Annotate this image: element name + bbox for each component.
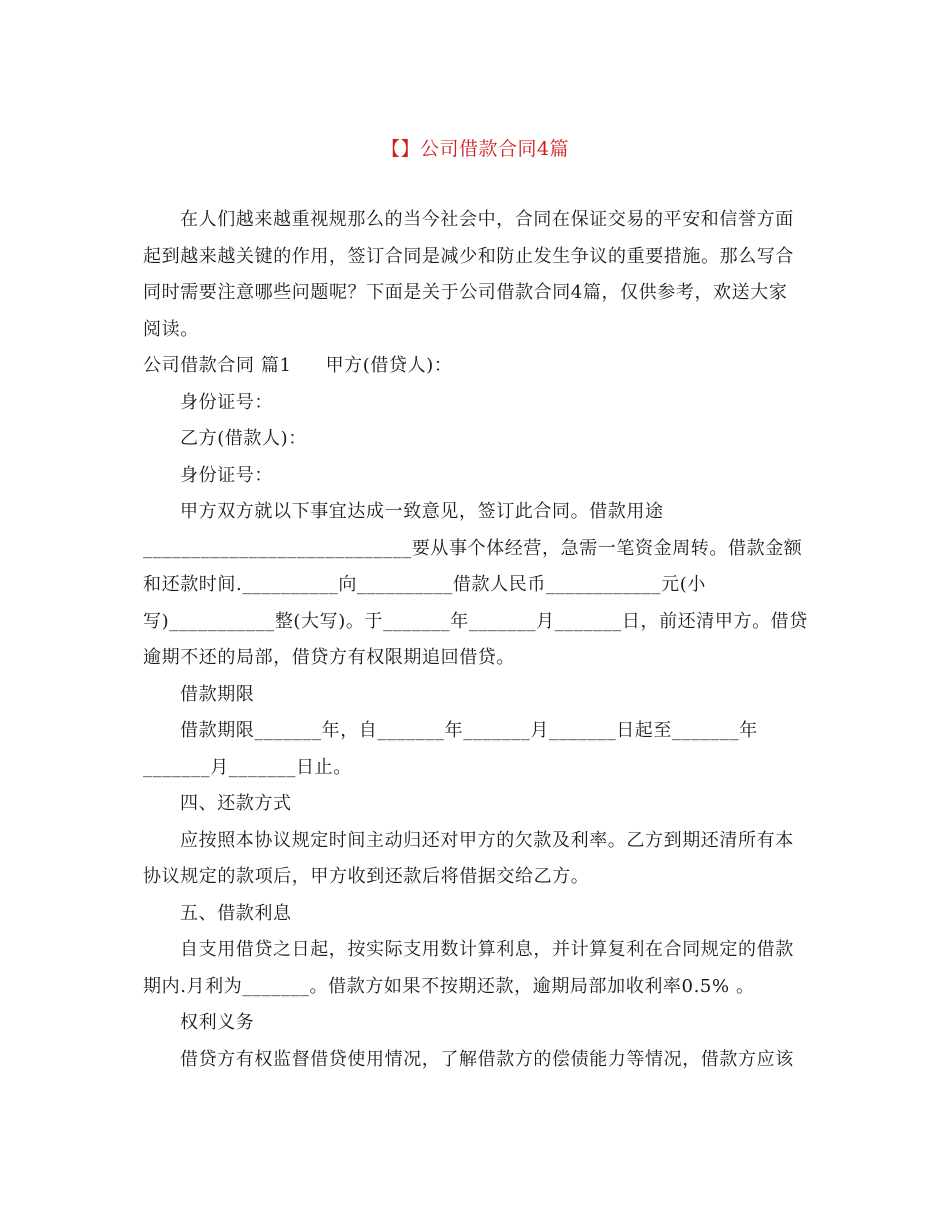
paragraph-line: 逾期不还的局部，借贷方有权限期追回借贷。 [143, 647, 515, 668]
section-heading-line [143, 354, 452, 378]
paragraph-line: 甲方双方就以下事宜达成一致意见，签订此合同。借款用途 [180, 501, 664, 522]
id-number-label: 身份证号： [180, 465, 273, 486]
paragraph-line: 协议规定的款项后，甲方收到还款后将借据交给乙方。 [143, 866, 590, 887]
paragraph-line: 应按照本协议规定时间主动归还对甲方的欠款及利率。乙方到期还清所有本 [180, 830, 794, 851]
paragraph-line: _______月_______日止。 [143, 757, 352, 778]
section-heading: 公司借款合同 篇1 [143, 355, 292, 376]
paragraph-line: 写)___________整(大写)。于_______年_______月_______日，前还清甲方。借贷 [143, 611, 808, 632]
section-heading: 借款期限 [180, 684, 255, 705]
paragraph-line: 借款期限_______年，自_______年_______月_______日起至_______年 [180, 720, 758, 741]
paragraph-line: 自支用借贷之日起，按实际支用数计算利息，并计算复利在合同规定的借款 [180, 939, 794, 960]
id-number-label: 身份证号： [180, 392, 273, 413]
paragraph-line: 期内.月利为_______。借款方如果不按期还款，逾期局部加收利率0.5% 。 [143, 976, 755, 997]
paragraph-line: 借贷方有权监督借贷使用情况，了解借款方的偿债能力等情况，借款方应该 [180, 1049, 794, 1070]
paragraph-line: 在人们越来越重视规那么的当今社会中，合同在保证交易的平安和信誉方面 [180, 209, 794, 230]
paragraph-line: 阅读。 [143, 319, 199, 340]
section-heading: 权利义务 [180, 1012, 255, 1033]
party-b-label: 乙方(借款人)： [180, 428, 307, 449]
document-title: 【】公司借款合同4篇 [380, 138, 570, 160]
paragraph-line: ____________________________要从事个体经营，急需一笔资金周转。借款金额 [143, 538, 803, 559]
paragraph-line: 起到越来越关键的作用，签订合同是减少和防止发生争议的重要措施。那么写合 [143, 246, 794, 267]
party-a-label: 甲方(借贷人)： [325, 355, 453, 376]
paragraph-line: 同时需要注意哪些问题呢？下面是关于公司借款合同4篇，仅供参考，欢送大家 [143, 282, 788, 303]
section-heading: 四、还款方式 [180, 793, 292, 814]
paragraph-line: 和还款时间.__________向__________借款人民币____________元(小 [143, 574, 706, 595]
section-heading: 五、借款利息 [180, 903, 292, 924]
